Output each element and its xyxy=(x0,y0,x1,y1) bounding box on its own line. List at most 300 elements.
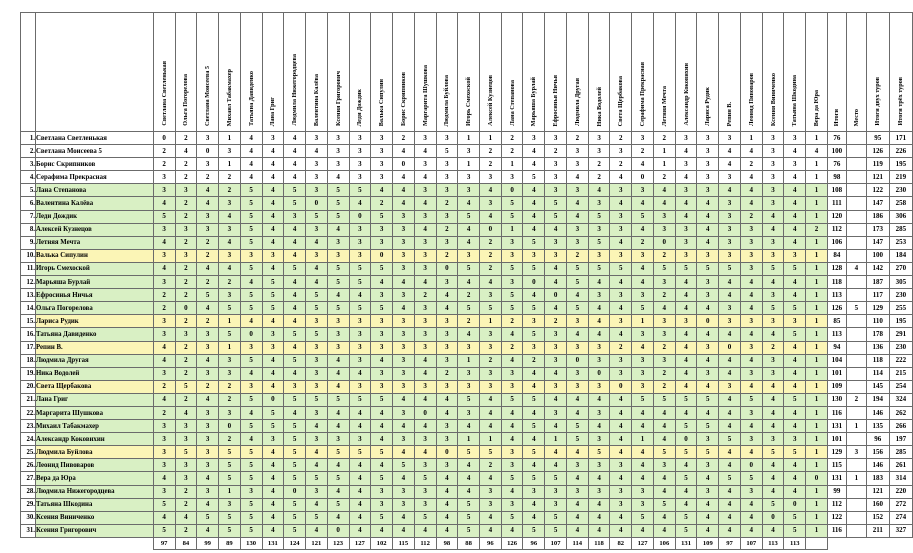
judge-header xyxy=(219,13,241,132)
total-cell: 85 xyxy=(827,315,846,328)
score-cell: 3 xyxy=(545,184,567,197)
score-cell: 5 xyxy=(240,498,262,511)
score-cell: 5 xyxy=(284,262,306,275)
score-cell: 3 xyxy=(414,328,436,341)
score-cell: 2 xyxy=(501,145,523,158)
score-cell: 5 xyxy=(675,472,697,485)
score-cell: 1 xyxy=(458,132,480,145)
score-cell: 4 xyxy=(349,485,371,498)
score-cell: 3 xyxy=(740,249,762,262)
score-cell: 3 xyxy=(719,197,741,210)
two-rounds-cell: 156 xyxy=(866,446,889,459)
place-cell xyxy=(846,354,866,367)
score-cell: 3 xyxy=(371,328,393,341)
score-cell: 3 xyxy=(262,341,284,354)
score-cell: 4 xyxy=(327,354,349,367)
score-cell: 5 xyxy=(762,302,784,315)
row-number: 17. xyxy=(21,341,36,354)
score-cell: 4 xyxy=(784,472,806,485)
score-cell: 4 xyxy=(262,511,284,524)
score-cell: 4 xyxy=(306,145,328,158)
score-cell: 4 xyxy=(240,171,262,184)
score-cell: 3 xyxy=(566,145,588,158)
score-cell: 5 xyxy=(653,446,675,459)
score-cell: 3 xyxy=(414,380,436,393)
score-cell: 3 xyxy=(653,315,675,328)
participant-name: Ксения Григорович xyxy=(35,524,153,537)
score-cell: 4 xyxy=(153,262,175,275)
score-cell: 4 xyxy=(784,184,806,197)
score-cell: 5 xyxy=(240,459,262,472)
place-cell xyxy=(846,524,866,537)
score-cell: 3 xyxy=(762,249,784,262)
score-cell: 5 xyxy=(284,433,306,446)
judge-name: Леонид Пивоваров xyxy=(747,73,755,126)
score-cell: 3 xyxy=(327,328,349,341)
score-cell: 5 xyxy=(566,262,588,275)
score-cell: 0 xyxy=(610,380,632,393)
score-cell: 3 xyxy=(306,249,328,262)
three-rounds-cell: 285 xyxy=(889,223,912,236)
score-cell: 5 xyxy=(349,446,371,459)
score-cell: 3 xyxy=(306,171,328,184)
score-cell: 3 xyxy=(719,315,741,328)
score-cell: 4 xyxy=(719,406,741,419)
row-number: 31. xyxy=(21,524,36,537)
score-cell: 4 xyxy=(306,420,328,433)
score-cell: 3 xyxy=(632,485,654,498)
table-row xyxy=(21,485,913,498)
score-cell: 2 xyxy=(175,393,197,406)
score-cell: 4 xyxy=(479,393,501,406)
score-cell: 5 xyxy=(327,276,349,289)
score-cell: 4 xyxy=(719,393,741,406)
score-cell: 3 xyxy=(327,433,349,446)
score-cell: 5 xyxy=(371,511,393,524)
header-corner-number xyxy=(21,13,36,132)
score-cell: 4 xyxy=(610,511,632,524)
score-cell: 3 xyxy=(479,197,501,210)
score-cell: 4 xyxy=(153,393,175,406)
column-total xyxy=(806,537,828,549)
two-rounds-cell: 178 xyxy=(866,328,889,341)
score-cell: 3 xyxy=(197,446,219,459)
participant-name: Ника Водолей xyxy=(35,367,153,380)
score-cell: 3 xyxy=(501,276,523,289)
place-cell xyxy=(846,276,866,289)
score-cell: 4 xyxy=(262,210,284,223)
score-cell: 3 xyxy=(632,132,654,145)
score-cell: 4 xyxy=(393,472,415,485)
score-cell: 2 xyxy=(479,262,501,275)
score-cell: 3 xyxy=(610,315,632,328)
score-cell: 4 xyxy=(762,420,784,433)
three-rounds-cell: 230 xyxy=(889,341,912,354)
score-cell: 3 xyxy=(545,249,567,262)
summary-header-label: Итоги трёх туров xyxy=(897,77,905,126)
score-cell: 3 xyxy=(436,354,458,367)
judge-header xyxy=(523,13,545,132)
score-cell: 3 xyxy=(436,380,458,393)
score-cell: 4 xyxy=(371,459,393,472)
table-row xyxy=(21,145,913,158)
score-cell: 3 xyxy=(501,367,523,380)
column-total: 99 xyxy=(197,537,219,549)
score-cell: 3 xyxy=(479,289,501,302)
participant-name: Света Щербакова xyxy=(35,380,153,393)
score-cell: 3 xyxy=(414,485,436,498)
total-cell: 109 xyxy=(827,380,846,393)
row-number: 28. xyxy=(21,485,36,498)
score-cell: 4 xyxy=(327,171,349,184)
score-cell: 3 xyxy=(697,132,719,145)
score-cell: 3 xyxy=(153,459,175,472)
score-cell: 2 xyxy=(197,315,219,328)
score-cell: 5 xyxy=(501,289,523,302)
judge-header xyxy=(501,13,523,132)
three-rounds-cell: 197 xyxy=(889,433,912,446)
score-cell: 2 xyxy=(762,341,784,354)
participant-name: Алексей Кузнецов xyxy=(35,223,153,236)
score-cell: 1 xyxy=(806,341,828,354)
score-cell: 3 xyxy=(153,223,175,236)
score-cell: 4 xyxy=(327,459,349,472)
score-cell: 5 xyxy=(523,302,545,315)
column-total: 106 xyxy=(653,537,675,549)
score-cell: 2 xyxy=(436,197,458,210)
score-cell: 4 xyxy=(501,524,523,537)
score-cell: 3 xyxy=(327,249,349,262)
score-cell: 3 xyxy=(371,171,393,184)
score-cell: 1 xyxy=(806,459,828,472)
score-cell: 5 xyxy=(153,210,175,223)
three-rounds-cell: 305 xyxy=(889,276,912,289)
two-rounds-cell: 147 xyxy=(866,236,889,249)
score-cell: 0 xyxy=(349,210,371,223)
score-cell: 3 xyxy=(740,367,762,380)
place-cell xyxy=(846,328,866,341)
score-cell: 3 xyxy=(175,420,197,433)
judge-header xyxy=(284,13,306,132)
summary-header-place xyxy=(846,13,866,132)
place-cell xyxy=(846,511,866,524)
column-total: 126 xyxy=(501,537,523,549)
score-cell: 3 xyxy=(197,158,219,171)
table-row xyxy=(21,472,913,485)
score-cell: 1 xyxy=(653,145,675,158)
score-cell: 3 xyxy=(240,380,262,393)
score-cell: 3 xyxy=(306,485,328,498)
score-cell: 4 xyxy=(523,197,545,210)
judge-header xyxy=(762,13,784,132)
place-cell: 2 xyxy=(846,393,866,406)
score-cell: 2 xyxy=(653,380,675,393)
score-cell: 3 xyxy=(153,446,175,459)
score-cell: 3 xyxy=(414,158,436,171)
score-cell: 3 xyxy=(349,158,371,171)
score-cell: 3 xyxy=(501,171,523,184)
total-cell: 130 xyxy=(827,393,846,406)
score-cell: 5 xyxy=(523,171,545,184)
score-cell: 0 xyxy=(719,341,741,354)
two-rounds-cell: 121 xyxy=(866,485,889,498)
score-cell: 3 xyxy=(697,289,719,302)
score-cell: 4 xyxy=(523,158,545,171)
score-cell: 2 xyxy=(175,276,197,289)
score-cell: 3 xyxy=(784,249,806,262)
score-cell: 4 xyxy=(262,184,284,197)
score-cell: 5 xyxy=(240,302,262,315)
score-cell: 1 xyxy=(740,132,762,145)
score-cell: 3 xyxy=(762,433,784,446)
participant-name: Леди Дождик xyxy=(35,210,153,223)
score-cell: 4 xyxy=(153,472,175,485)
score-cell: 2 xyxy=(175,485,197,498)
score-cell: 5 xyxy=(306,511,328,524)
score-cell: 4 xyxy=(414,446,436,459)
score-cell: 2 xyxy=(175,367,197,380)
score-cell: 2 xyxy=(566,132,588,145)
table-row xyxy=(21,511,913,524)
score-cell: 3 xyxy=(349,328,371,341)
judge-header xyxy=(306,13,328,132)
score-cell: 4 xyxy=(632,276,654,289)
score-cell: 2 xyxy=(197,380,219,393)
score-cell: 3 xyxy=(349,433,371,446)
score-cell: 4 xyxy=(697,354,719,367)
row-number: 8. xyxy=(21,223,36,236)
score-cell: 5 xyxy=(284,472,306,485)
place-cell: 5 xyxy=(846,302,866,315)
score-cell: 5 xyxy=(762,446,784,459)
score-cell: 3 xyxy=(219,367,241,380)
judge-name: Света Щербакова xyxy=(617,75,625,126)
score-cell: 4 xyxy=(653,302,675,315)
score-cell: 0 xyxy=(632,171,654,184)
score-cell: 4 xyxy=(588,511,610,524)
participant-name: Людмила Другая xyxy=(35,354,153,367)
score-cell: 5 xyxy=(327,184,349,197)
score-cell: 3 xyxy=(349,380,371,393)
row-number: 13. xyxy=(21,289,36,302)
score-cell: 4 xyxy=(719,328,741,341)
score-cell: 3 xyxy=(479,498,501,511)
score-cell: 4 xyxy=(458,276,480,289)
table-row xyxy=(21,197,913,210)
score-cell: 3 xyxy=(197,132,219,145)
score-cell: 4 xyxy=(175,406,197,419)
judge-name: Алексей Кузнецов xyxy=(486,75,494,126)
score-cell: 3 xyxy=(175,223,197,236)
score-cell: 4 xyxy=(545,367,567,380)
score-cell: 5 xyxy=(284,524,306,537)
score-cell: 5 xyxy=(284,446,306,459)
two-rounds-cell: 119 xyxy=(866,158,889,171)
score-cell: 4 xyxy=(479,184,501,197)
score-cell: 5 xyxy=(414,472,436,485)
score-cell: 2 xyxy=(153,380,175,393)
score-cell: 3 xyxy=(393,328,415,341)
score-cell: 4 xyxy=(762,210,784,223)
score-cell: 3 xyxy=(479,171,501,184)
score-cell: 3 xyxy=(349,354,371,367)
two-rounds-cell: 183 xyxy=(866,472,889,485)
score-cell: 5 xyxy=(588,236,610,249)
score-cell: 0 xyxy=(414,406,436,419)
score-cell: 4 xyxy=(719,184,741,197)
score-cell: 3 xyxy=(545,485,567,498)
place-cell xyxy=(846,315,866,328)
score-cell: 4 xyxy=(262,315,284,328)
score-cell: 1 xyxy=(219,315,241,328)
score-cell: 5 xyxy=(327,210,349,223)
score-cell: 3 xyxy=(653,223,675,236)
score-cell: 4 xyxy=(784,210,806,223)
score-cell: 0 xyxy=(175,302,197,315)
score-cell: 3 xyxy=(306,354,328,367)
score-cell: 2 xyxy=(653,289,675,302)
participant-name: Людмила Нижегородцева xyxy=(35,485,153,498)
row-number: 19. xyxy=(21,367,36,380)
header-corner-name xyxy=(35,13,153,132)
score-cell: 4 xyxy=(458,236,480,249)
score-cell: 0 xyxy=(566,354,588,367)
score-cell: 4 xyxy=(697,406,719,419)
score-cell: 3 xyxy=(610,184,632,197)
judge-name: Светлана Моисеева 5 xyxy=(204,65,212,126)
score-cell: 3 xyxy=(458,171,480,184)
score-cell: 3 xyxy=(197,341,219,354)
score-cell: 3 xyxy=(436,420,458,433)
score-cell: 4 xyxy=(632,524,654,537)
score-cell: 3 xyxy=(371,485,393,498)
score-cell: 5 xyxy=(762,498,784,511)
score-cell: 4 xyxy=(566,328,588,341)
score-cell: 4 xyxy=(393,511,415,524)
score-cell: 3 xyxy=(197,210,219,223)
score-cell: 0 xyxy=(393,158,415,171)
score-cell: 3 xyxy=(501,459,523,472)
score-cell: 3 xyxy=(610,223,632,236)
score-cell: 2 xyxy=(175,236,197,249)
score-cell: 4 xyxy=(784,459,806,472)
score-cell: 2 xyxy=(197,236,219,249)
total-cell: 120 xyxy=(827,210,846,223)
score-cell: 0 xyxy=(153,132,175,145)
three-rounds-cell: 272 xyxy=(889,498,912,511)
score-cell: 3 xyxy=(240,249,262,262)
score-cell: 5 xyxy=(306,393,328,406)
score-cell: 5 xyxy=(523,393,545,406)
column-total: 112 xyxy=(414,537,436,549)
score-cell: 5 xyxy=(240,446,262,459)
judge-header xyxy=(545,13,567,132)
two-rounds-cell: 100 xyxy=(866,249,889,262)
score-cell: 4 xyxy=(740,302,762,315)
score-cell: 4 xyxy=(632,406,654,419)
score-cell: 2 xyxy=(153,158,175,171)
score-cell: 5 xyxy=(306,328,328,341)
score-cell: 5 xyxy=(219,524,241,537)
score-cell: 3 xyxy=(653,328,675,341)
score-cell: 4 xyxy=(675,302,697,315)
score-cell: 5 xyxy=(523,524,545,537)
score-cell: 5 xyxy=(545,511,567,524)
table-row xyxy=(21,236,913,249)
score-cell: 5 xyxy=(284,393,306,406)
score-cell: 5 xyxy=(240,223,262,236)
judge-name: Лана Григ xyxy=(269,96,277,126)
score-cell: 3 xyxy=(153,485,175,498)
score-cell: 4 xyxy=(479,276,501,289)
score-cell: 3 xyxy=(697,249,719,262)
score-cell: 4 xyxy=(784,406,806,419)
score-cell: 3 xyxy=(523,341,545,354)
column-total: 118 xyxy=(588,537,610,549)
row-number: 7. xyxy=(21,210,36,223)
column-total: 82 xyxy=(610,537,632,549)
judge-name: Людмила Нижегородцева xyxy=(291,54,299,126)
score-cell: 5 xyxy=(262,289,284,302)
column-total: 123 xyxy=(327,537,349,549)
score-cell: 4 xyxy=(371,524,393,537)
row-number: 26. xyxy=(21,459,36,472)
table-row xyxy=(21,132,913,145)
score-cell: 1 xyxy=(501,223,523,236)
row-number: 27. xyxy=(21,472,36,485)
place-cell xyxy=(846,171,866,184)
score-cell: 4 xyxy=(414,145,436,158)
score-cell: 4 xyxy=(545,276,567,289)
score-cell: 3 xyxy=(784,132,806,145)
score-cell: 3 xyxy=(632,367,654,380)
score-cell: 4 xyxy=(675,197,697,210)
row-number: 10. xyxy=(21,249,36,262)
table-row xyxy=(21,446,913,459)
score-cell: 3 xyxy=(675,236,697,249)
score-cell: 4 xyxy=(414,276,436,289)
score-cell: 5 xyxy=(719,433,741,446)
total-cell: 128 xyxy=(827,262,846,275)
row-number: 22. xyxy=(21,406,36,419)
score-cell: 4 xyxy=(153,236,175,249)
participant-name: Татьяна Давиденко xyxy=(35,328,153,341)
table-row xyxy=(21,498,913,511)
judge-name: Александр Коковихин xyxy=(682,63,690,126)
participant-name: Михаил Табакмахер xyxy=(35,420,153,433)
score-cell: 5 xyxy=(501,302,523,315)
score-cell: 4 xyxy=(219,236,241,249)
score-cell: 4 xyxy=(653,472,675,485)
score-cell: 2 xyxy=(219,380,241,393)
score-cell: 5 xyxy=(545,524,567,537)
judge-name: Ксения Григорович xyxy=(334,70,342,126)
score-cell: 1 xyxy=(632,433,654,446)
score-cell: 3 xyxy=(697,145,719,158)
score-cell: 3 xyxy=(632,498,654,511)
score-cell: 3 xyxy=(740,262,762,275)
score-cell: 4 xyxy=(675,341,697,354)
column-total: 127 xyxy=(632,537,654,549)
score-cell: 3 xyxy=(719,236,741,249)
score-cell: 4 xyxy=(414,420,436,433)
score-cell: 3 xyxy=(219,406,241,419)
column-total: 114 xyxy=(566,537,588,549)
score-cell: 2 xyxy=(653,341,675,354)
participant-name: Ксения Виниченко xyxy=(35,511,153,524)
score-cell: 4 xyxy=(740,289,762,302)
score-cell: 4 xyxy=(784,171,806,184)
